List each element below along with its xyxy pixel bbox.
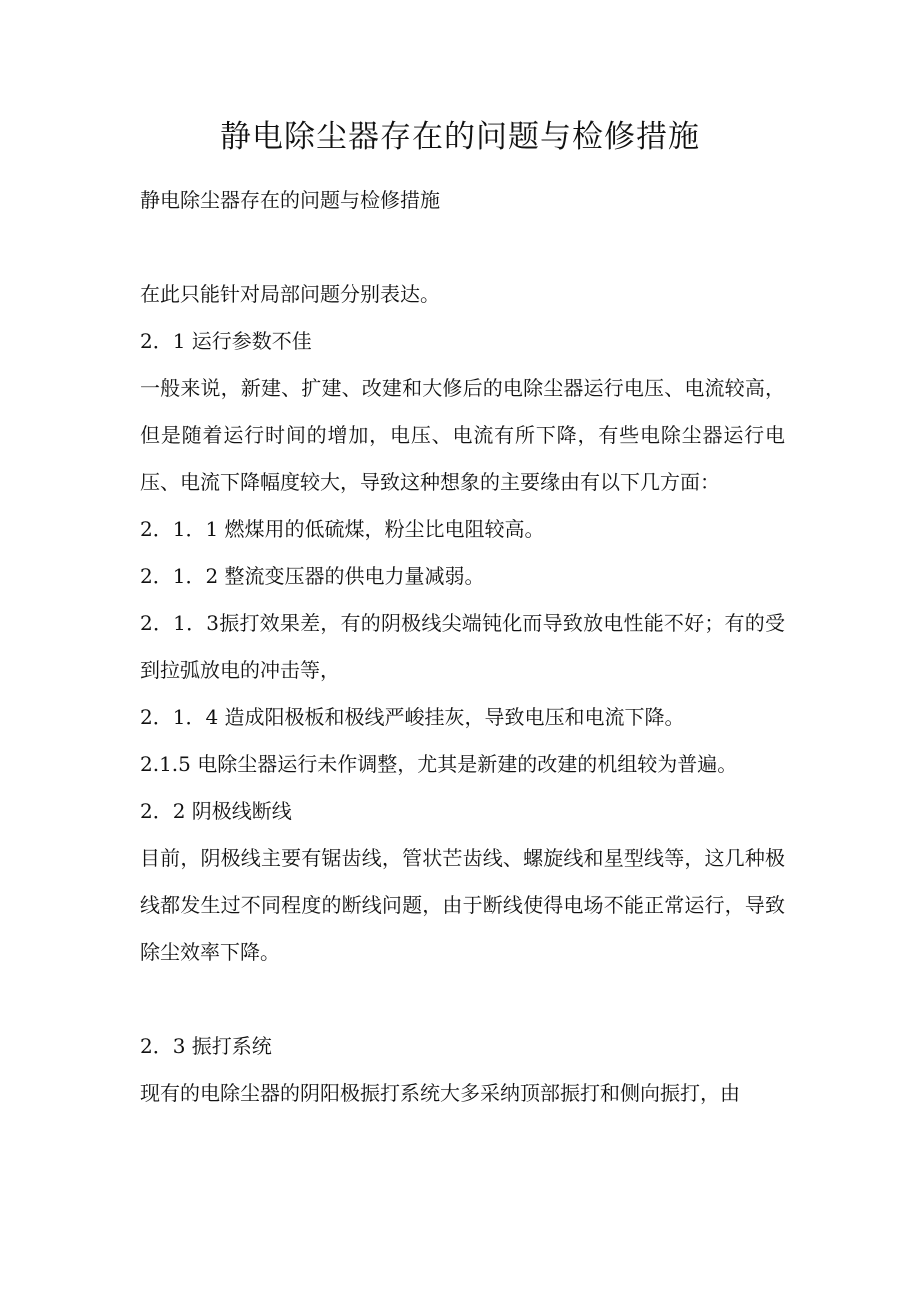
section-heading-2-3: 2．3 振打系统 xyxy=(140,1034,272,1058)
document-body xyxy=(140,177,785,1117)
paragraph-2-1: 一般来说，新建、扩建、改建和大修后的电除尘器运行电压、电流较高，但是随着运行时间的增加，电压、电流有所下降，有些电除尘器运行电压、电流下降幅度较大，导致这种想象的主要缘由有以下几方面： xyxy=(140,376,785,494)
paragraph-2-2: 目前，阴极线主要有锯齿线，管状芒齿线、螺旋线和星型线等，这几种极线都发生过不同程度的断线问题，由于断线使得电场不能正常运行，导致除尘效率下降。 xyxy=(140,846,785,964)
item-2-1-3: 2．1．3振打效果差，有的阴极线尖端钝化而导致放电性能不好；有的受到拉弧放电的冲击等， xyxy=(140,611,785,682)
item-2-1-1: 2．1．1 燃煤用的低硫煤，粉尘比电阻较高。 xyxy=(140,517,545,541)
paragraph-2-3: 现有的电除尘器的阴阳极振打系统大多采纳顶部振打和侧向振打，由 xyxy=(140,1081,740,1105)
blank-line xyxy=(140,976,785,1023)
blank-line xyxy=(140,224,785,271)
subtitle: 静电除尘器存在的问题与检修措施 xyxy=(140,188,440,212)
item-2-1-5: 2.1.5 电除尘器运行未作调整，尤其是新建的改建的机组较为普遍。 xyxy=(140,752,738,776)
section-heading-2-1: 2．1 运行参数不佳 xyxy=(140,329,312,353)
item-2-1-4: 2．1．4 造成阳极板和极线严峻挂灰，导致电压和电流下降。 xyxy=(140,705,685,729)
item-2-1-2: 2．1．2 整流变压器的供电力量减弱。 xyxy=(140,564,485,588)
section-heading-2-2: 2．2 阴极线断线 xyxy=(140,799,292,823)
document-title: 静电除尘器存在的问题与检修措施 xyxy=(220,119,700,155)
paragraph-intro: 在此只能针对局部问题分别表达。 xyxy=(140,282,440,306)
